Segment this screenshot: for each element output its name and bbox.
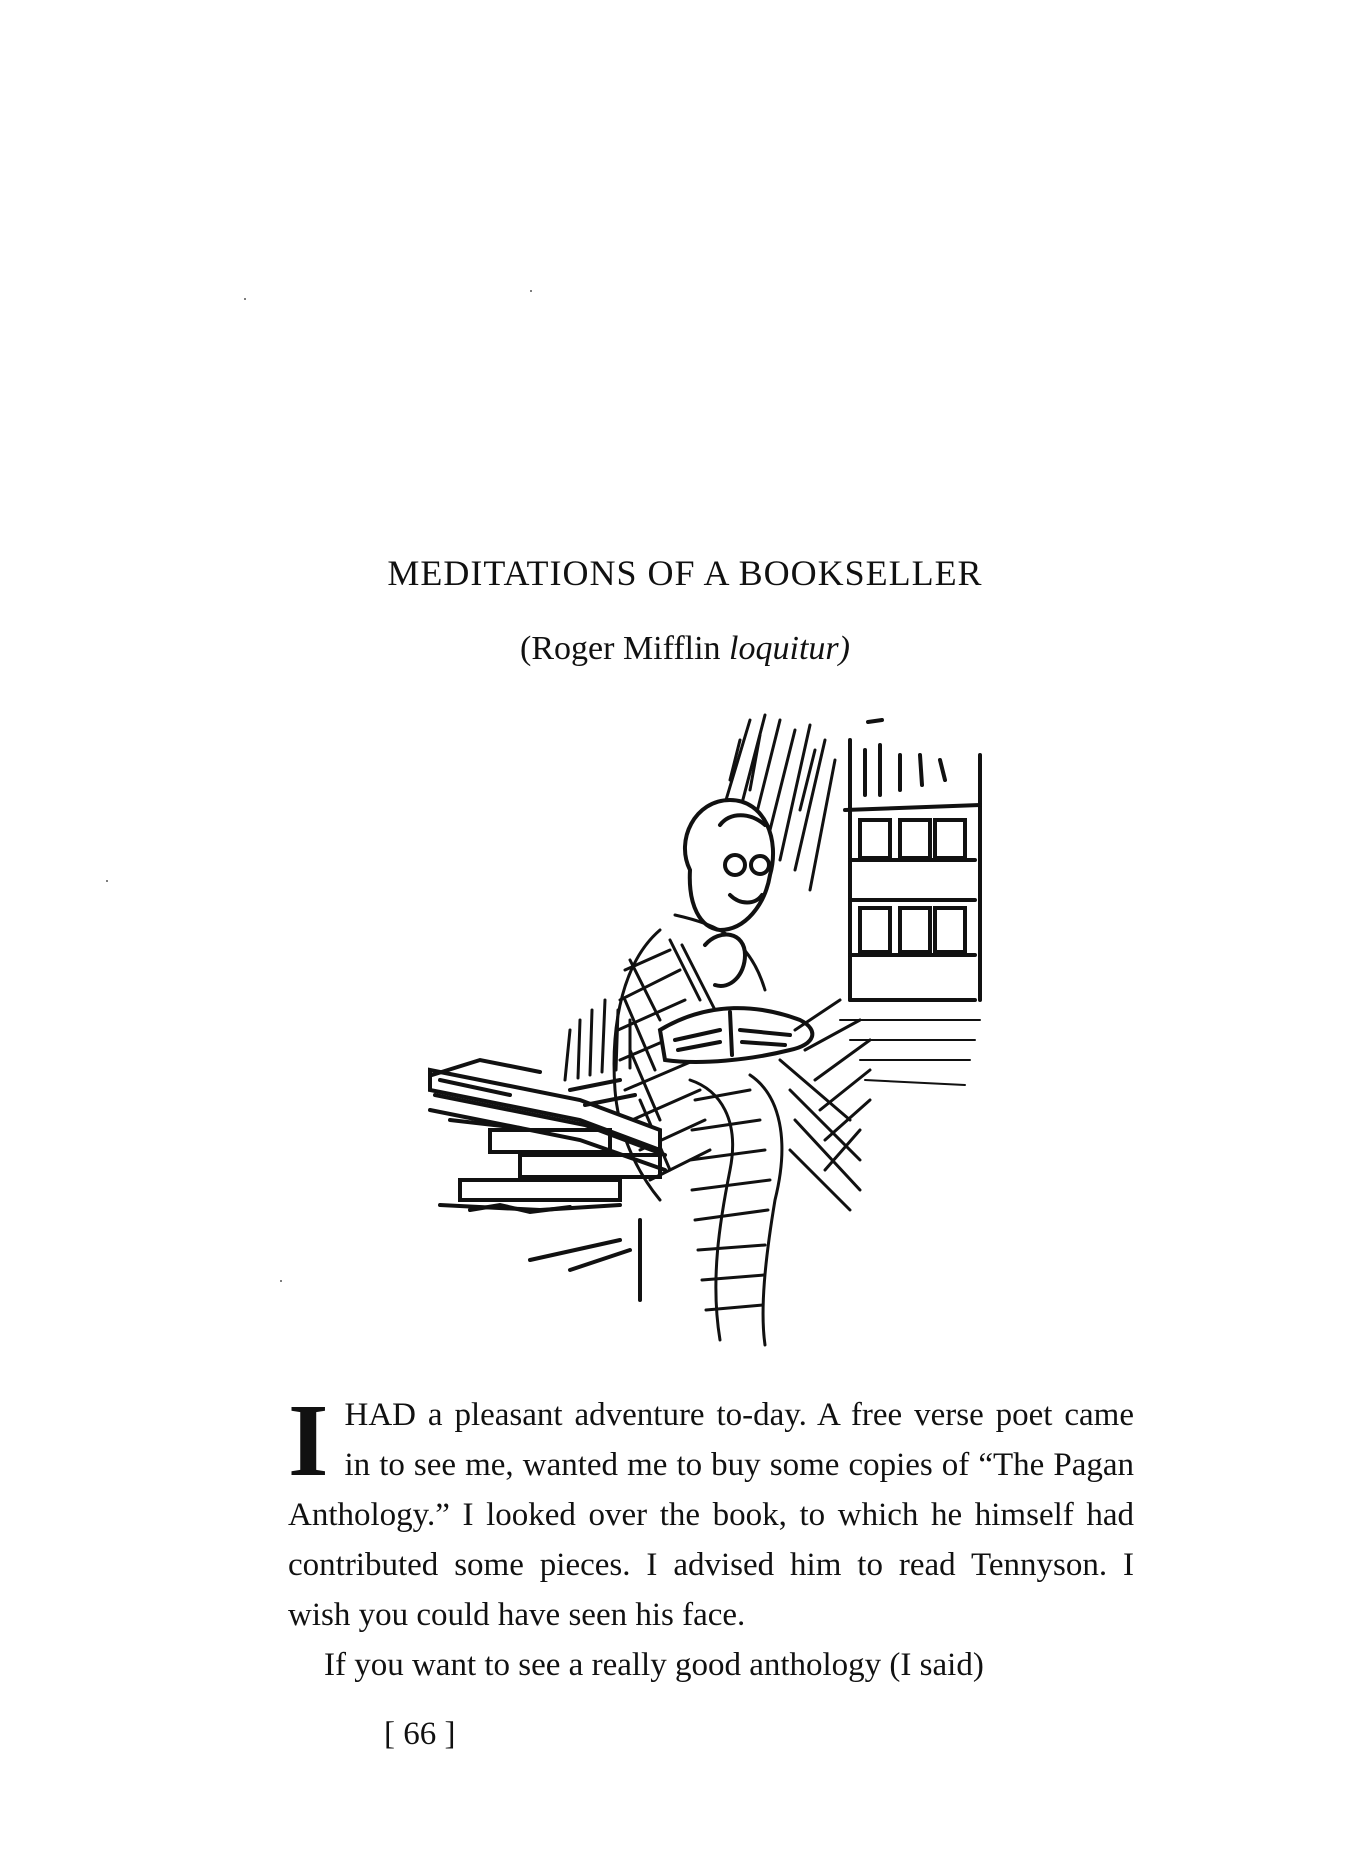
- speck: [244, 298, 246, 300]
- paragraph-2: If you want to see a really good anthology (I said): [324, 1647, 984, 1683]
- subtitle-text: (Roger Mifflin: [520, 630, 730, 667]
- speck: [530, 290, 532, 292]
- page-title: MEDITATIONS OF A BOOKSELLER: [387, 553, 983, 593]
- reading-man-illustration-icon: [420, 700, 1000, 1350]
- building-window: [845, 720, 980, 1000]
- body-text: [288, 1383, 1134, 1690]
- page-number: [ 66 ]: [384, 1716, 456, 1752]
- speck: [106, 880, 108, 882]
- speck: [280, 1280, 282, 1282]
- paragraph-1-text: HAD a pleasant adventure to-day. A free verse poet came in to see me, wanted me to buy some copies of “The Pagan Anthology.” I looked over the book, to which he himself had contributed some pieces. I advised him to read Tennyson. I wish you could have seen his face.: [288, 1397, 1134, 1633]
- page-subtitle: [0, 630, 1370, 668]
- subtitle-italic-text: loquitur): [729, 630, 850, 667]
- paragraph-1: [288, 1383, 1134, 1640]
- drop-cap: I: [288, 1383, 329, 1498]
